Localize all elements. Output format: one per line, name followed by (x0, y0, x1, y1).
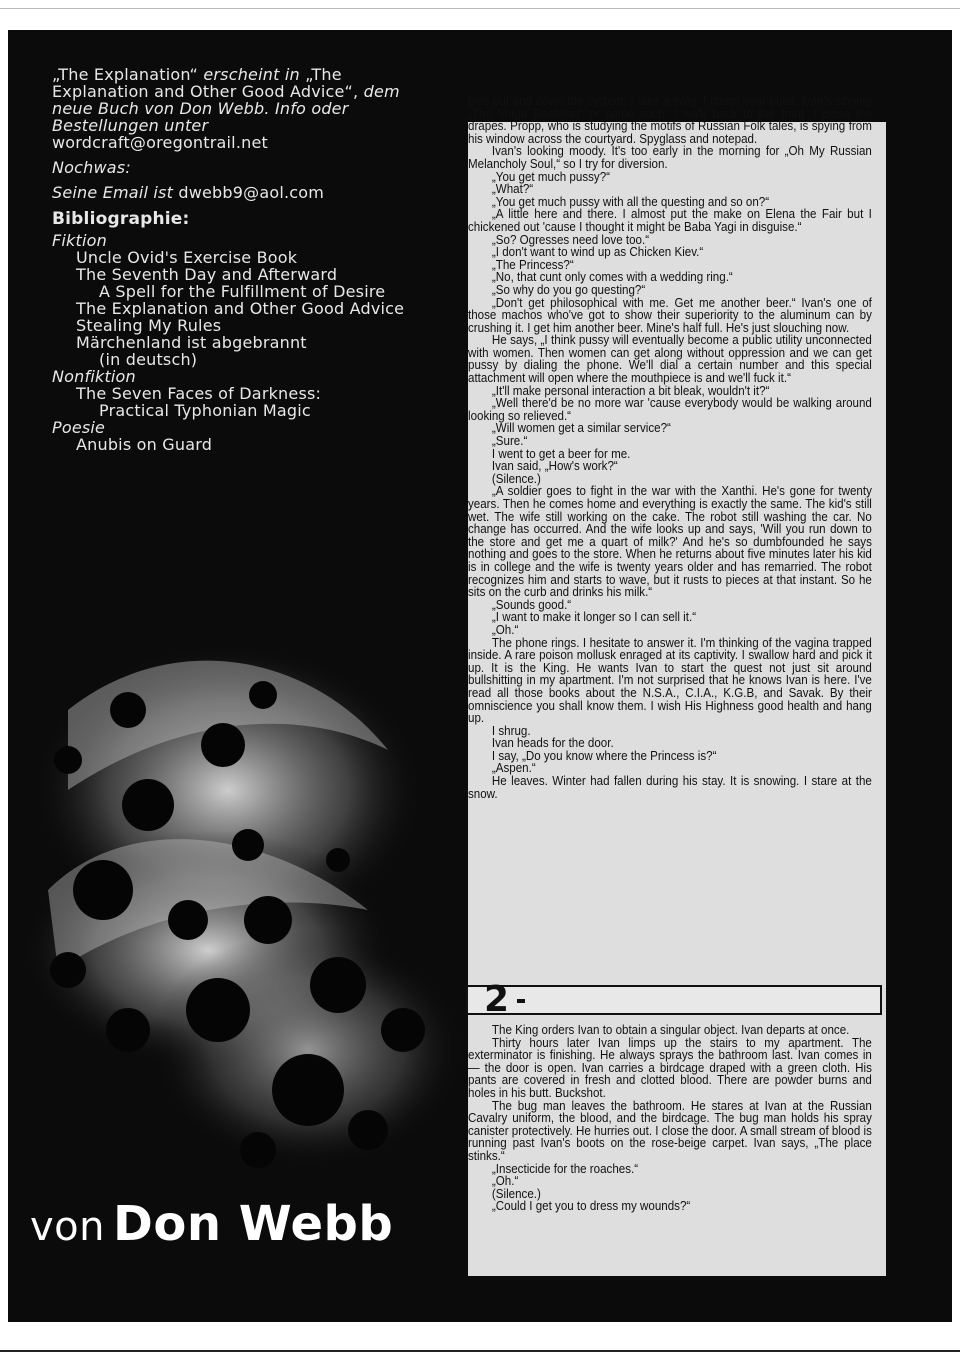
story-paragraph: „Well there'd be no more war 'cause everybody would be walking around looking so relieved.“ (468, 396, 872, 423)
story-paragraph: The phone rings. I hesitate to answer it. I'm thinking of the vagina trapped inside. A rare poison mollusk enraged at its captivity. I swallow hard and pick it up. It is the King. He wants Ivan to start the quest not just sit around bullshitting in my apartment. I'm not surprised that he knows Ivan is here. I've read all those books about the N.S.A., C.I.A., K.G.B, and Savak. By their omniscience you shall know them. I wish His Highness good health and hang up. (468, 635, 872, 726)
section-divider (466, 979, 882, 1020)
poetry-category: Poesie (52, 418, 106, 437)
fiction-item-note: (in deutsch) (99, 350, 198, 369)
fiction-item: Stealing My Rules (76, 316, 222, 335)
story-paragraph: „Aspen.“ (491, 761, 536, 776)
sidebar-info (52, 66, 422, 453)
fiction-item: Uncle Ovid's Exercise Book (76, 248, 298, 267)
story-paragraph: „No, that cunt only comes with a wedding ring.“ (491, 270, 733, 285)
intro-paragraph: „The Explanation“ erscheint in „The Explanation and Other Good Advice“, dem neue Buch von Don Webb. Info oder Bestellungen unter wordcraft@oregontrail.net (52, 65, 400, 152)
story-paragraph: He says, „I think pussy will eventually become a public utility unconnected with women. Then women can get along without oppression and we can get pussy by dialing the phone. We'll dial a certain number and this special attachment will open where the mouthpiece is and we'll fuck it.“ (468, 333, 872, 386)
story-paragraph: pies out and down the system. I take a swig. I damn near puke. Ivan's singing „The Volga Boatman“ or some such. I walk back to the front. I close the drapes. Propp, who is studying the motifs of Russian Folk tales, is spying from his window across the courtyard. Spyglass and notepad. (468, 94, 872, 146)
nochwas-label: Nochwas: (52, 158, 131, 177)
story-paragraph: „A little here and there. I almost put the make on Elena the Fair but I chickened out 'cause I thought it might be Baba Yagi in disguise.“ (468, 207, 872, 234)
story-paragraph: „Could I get you to dress my wounds?“ (491, 1199, 691, 1214)
story-part-1 (468, 95, 872, 800)
story-paragraph: Ivan said, „How's work?“ (491, 459, 618, 474)
story-paragraph: I went to get a beer for me. (491, 446, 631, 461)
nonfiction-item: Practical Typhonian Magic (99, 401, 311, 420)
byline-von: von (30, 1204, 105, 1250)
bottom-rule (0, 1350, 960, 1352)
nonfiction-category: Nonfiktion (52, 367, 136, 386)
story-paragraph: (Silence.) (491, 1186, 541, 1201)
story-paragraph: I shrug. (491, 723, 531, 738)
story-paragraph: „Don't get philosophical with me. Get me another beer.“ Ivan's one of those machos who've got to show their superiority to the aluminum can by crushing it. I get him another beer. Mine's half full. He's just slouching now. (468, 295, 872, 335)
story-paragraph: Ivan's looking moody. It's too early in the morning for „Oh My Russian Melancholy Soul,“ so I try for diversion. (468, 144, 872, 171)
poetry-item: Anubis on Guard (76, 435, 213, 454)
story-paragraph: „Oh.“ (491, 1174, 519, 1189)
story-paragraph: Ivan heads for the door. (491, 736, 614, 751)
section-number: 2 (484, 979, 525, 1020)
info-email[interactable]: wordcraft@oregontrail.net (52, 133, 268, 152)
story-paragraph: I say, „Do you know where the Princess is?“ (491, 748, 717, 763)
author-email[interactable]: dwebb9@aol.com (178, 183, 325, 202)
story-paragraph: „Will women get a similar service?“ (491, 421, 671, 436)
story-paragraph: „So? Ogresses need love too.“ (491, 232, 650, 247)
story-paragraph: „Oh.“ (491, 622, 519, 637)
story-paragraph: „You get much pussy with all the questing and so on?“ (491, 194, 770, 209)
story-paragraph: „The Princess?“ (491, 257, 574, 272)
story-paragraph: (Silence.) (491, 471, 541, 486)
story-paragraph: He leaves. Winter had fallen during his stay. It is snowing. I stare at the snow. (468, 774, 872, 801)
email-line: Seine Email ist dwebb9@aol.com (52, 183, 325, 202)
story-part-2 (468, 1024, 872, 1213)
story-paragraph: „What?“ (491, 182, 534, 197)
story-paragraph: „It'll make personal interaction a bit bleak, wouldn't it?“ (491, 383, 770, 398)
story-paragraph: „Sure.“ (491, 434, 528, 449)
story-paragraph: The bug man leaves the bathroom. He stares at Ivan at the Russian Cavalry uniform, the blood, and the birdcage. The bug man holds his spray canister protectively. He hurries out. I close the door. A small stream of blood is running past Ivan's boots on the rose-beige carpet. Ivan says, „The place stinks.“ (468, 1098, 872, 1163)
story-paragraph: „Insecticide for the roaches.“ (491, 1161, 639, 1176)
fiction-item: A Spell for the Fulfillment of Desire (99, 282, 386, 301)
fiction-item: Märchenland ist abgebrannt (76, 333, 307, 352)
fiction-category: Fiktion (52, 231, 107, 250)
story-paragraph: „So why do you go questing?“ (491, 282, 646, 297)
fiction-item: The Explanation and Other Good Advice (76, 299, 405, 318)
story-paragraph: The King orders Ivan to obtain a singular object. Ivan departs at once. (491, 1023, 850, 1037)
story-paragraph: „I don't want to wind up as Chicken Kiev.“ (491, 245, 704, 260)
nonfiction-item: The Seven Faces of Darkness: (76, 384, 322, 403)
abstract-artwork (8, 590, 468, 1290)
story-paragraph: „I want to make it longer so I can sell it.“ (491, 610, 697, 625)
byline (30, 1196, 393, 1252)
byline-author: Don Webb (113, 1196, 394, 1252)
top-rule (0, 8, 960, 9)
fiction-item: The Seventh Day and Afterward (76, 265, 338, 284)
bibliography-heading: Bibliographie: (52, 209, 190, 229)
story-paragraph: „Sounds good.“ (491, 597, 572, 612)
story-paragraph: Thirty hours later Ivan limps up the stairs to my apartment. The exterminator is finishing. He always sprays the bathroom last. Ivan comes in — the door is open. Ivan carries a birdcage draped with a green cloth. His pants are covered in fresh and clotted blood. There are powder burns and holes in his butt. Buckshot. (468, 1035, 872, 1100)
story-paragraph: „You get much pussy?“ (491, 169, 610, 184)
story-paragraph: „A soldier goes to fight in the war with the Xanthi. He's gone for twenty years. Then he comes home and everything is exactly the same. The kid's still wet. The wife still working on the cake. The robot still washing the car. No change has occurred. And the wife looks up and says, 'Will you run down to the store and get me a quart of milk?' And he's so dumbfounded he says nothing and goes to the store. When he returns about five minutes later his kid is in college and the wife is twenty years older and has remarried. The robot recognizes him and starts to wave, but it rusts to pieces at that instant. So he sits on the curb and drinks his milk.“ (468, 484, 872, 600)
